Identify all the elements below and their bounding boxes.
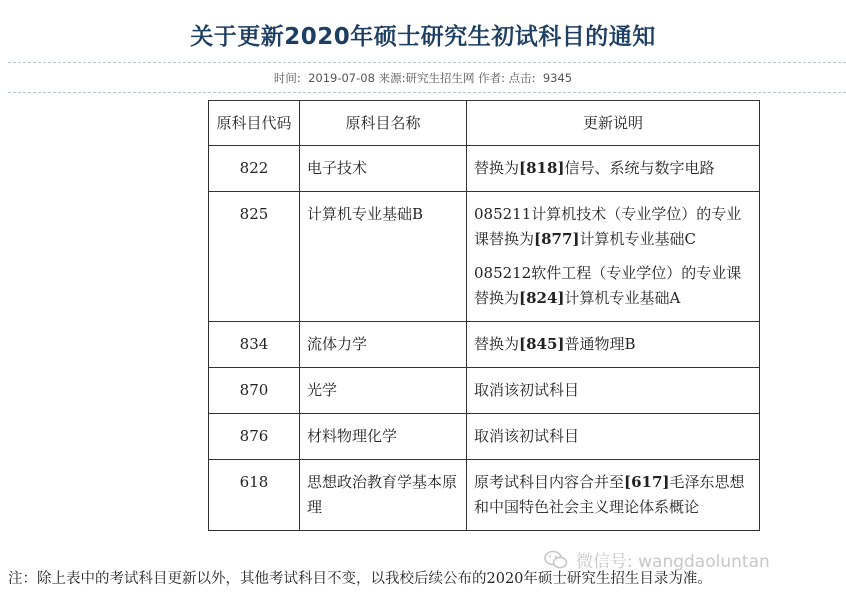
table-row (209, 322, 760, 368)
header-name: 原科目名称 (300, 101, 467, 146)
author-label: 作者: (478, 71, 505, 85)
header-desc: 更新说明 (467, 101, 760, 146)
subject-update-table (208, 100, 760, 531)
desc-paragraph (474, 261, 752, 311)
watermark-text: 微信号: wangdaoluntan (576, 552, 770, 572)
wechat-icon (544, 550, 568, 570)
desc-paragraph (474, 470, 752, 520)
header-code: 原科目代码 (209, 101, 300, 146)
desc-subject-name: 普通物理B (564, 335, 636, 353)
desc-subject-name: 信号、系统与数字电路 (564, 159, 715, 177)
divider-bottom (8, 92, 846, 93)
cell-name: 流体力学 (300, 322, 467, 368)
article-meta (0, 70, 846, 86)
desc-paragraph (474, 202, 752, 252)
desc-text: 替换为 (474, 159, 520, 177)
desc-text: 085212软件工程（专业学位）的专业课替换为 (474, 264, 742, 307)
table-row (209, 146, 760, 192)
clicks-value: 9345 (542, 71, 573, 85)
time-label: 时间: (273, 71, 301, 85)
desc-subject-name: 毛泽东思想和中国特色社会主义理论体系概论 (474, 473, 745, 516)
cell-code: 876 (209, 414, 300, 460)
cell-code: 822 (209, 146, 300, 192)
table-header-row (209, 101, 760, 146)
desc-text: 取消该初试科目 (474, 427, 580, 445)
cell-desc (467, 146, 760, 192)
desc-paragraph (474, 332, 752, 357)
desc-subject-code: [617] (624, 473, 670, 491)
table-row (209, 192, 760, 322)
cell-code: 834 (209, 322, 300, 368)
cell-desc (467, 368, 760, 414)
cell-name: 光学 (300, 368, 467, 414)
cell-code: 825 (209, 192, 300, 322)
desc-subject-code: [877] (534, 230, 580, 248)
cell-name: 思想政治教育学基本原理 (300, 460, 467, 531)
cell-name: 电子技术 (300, 146, 467, 192)
desc-paragraph (474, 156, 752, 181)
desc-subject-code: [824] (519, 289, 565, 307)
time-value: 2019-07-08 (308, 71, 375, 85)
cell-code: 618 (209, 460, 300, 531)
desc-paragraph (474, 378, 752, 403)
desc-text: 085211计算机技术（专业学位）的专业课替换为 (474, 205, 742, 248)
cell-name: 材料物理化学 (300, 414, 467, 460)
table-row (209, 368, 760, 414)
footnote: 注：除上表中的考试科目更新以外，其他考试科目不变，以我校后续公布的2020年硕士研究生招生目录为准。 (8, 571, 712, 587)
desc-subject-code: [818] (519, 159, 565, 177)
clicks-label: 点击: (508, 71, 536, 85)
cell-desc (467, 460, 760, 531)
desc-text: 替换为 (474, 335, 520, 353)
table-row (209, 414, 760, 460)
desc-subject-code: [845] (519, 335, 565, 353)
desc-subject-name: 计算机专业基础C (579, 230, 697, 248)
divider-top (8, 62, 846, 63)
cell-desc (467, 414, 760, 460)
cell-name: 计算机专业基础B (300, 192, 467, 322)
cell-desc (467, 322, 760, 368)
table-row (209, 460, 760, 531)
desc-subject-name: 计算机专业基础A (564, 289, 681, 307)
source-value: 研究生招生网 (405, 71, 475, 85)
desc-text: 原考试科目内容合并至 (474, 473, 625, 491)
source-label: 来源: (378, 71, 406, 85)
desc-paragraph (474, 424, 752, 449)
cell-desc (467, 192, 760, 322)
page-title: 关于更新2020年硕士研究生初试科目的通知 (190, 24, 656, 50)
cell-code: 870 (209, 368, 300, 414)
watermark (544, 547, 770, 572)
desc-text: 取消该初试科目 (474, 381, 580, 399)
